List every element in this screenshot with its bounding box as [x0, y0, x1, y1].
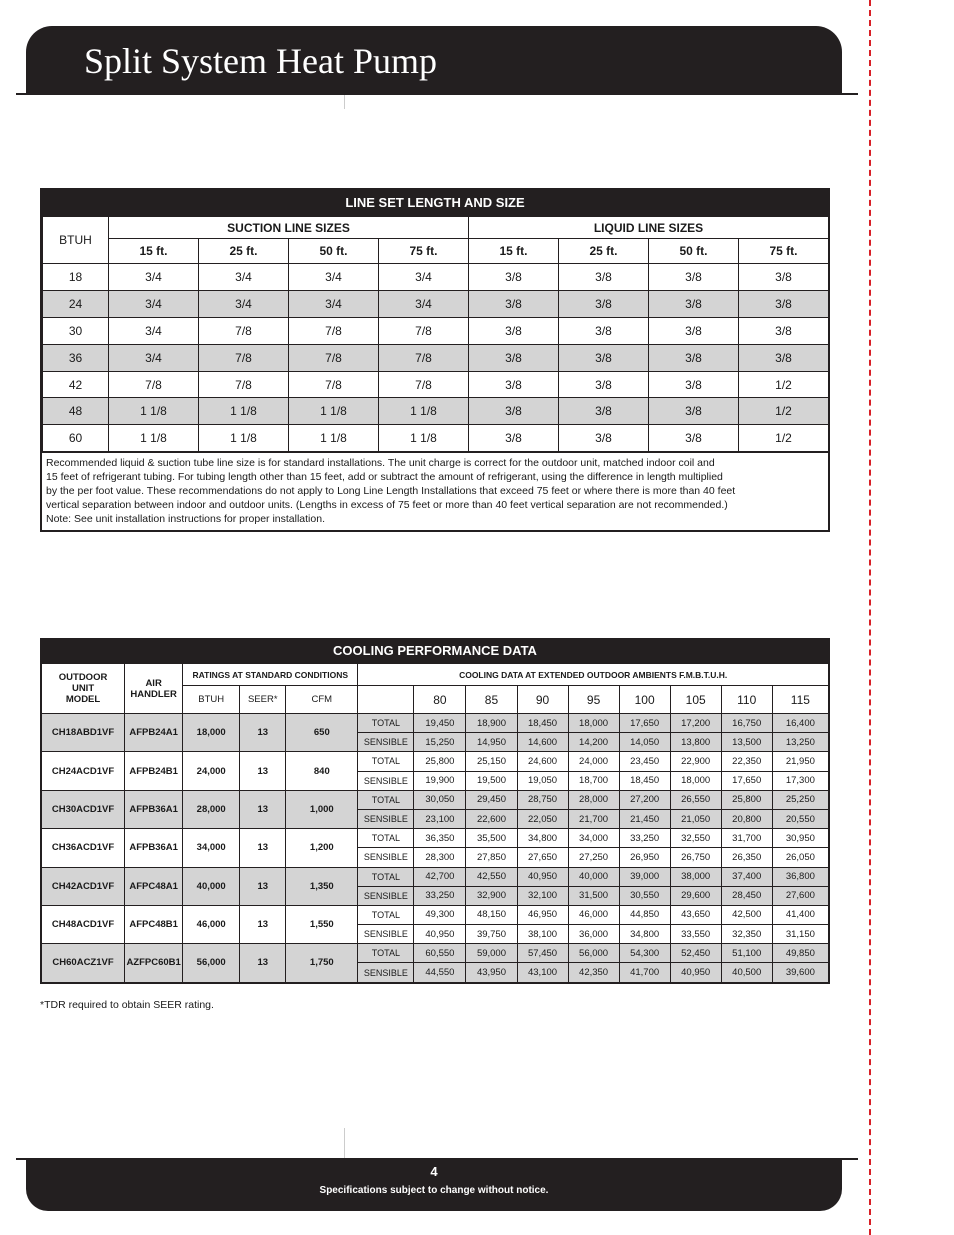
page-title: Split System Heat Pump — [84, 41, 438, 81]
sensible-cell: 27,250 — [568, 848, 619, 867]
btuh-cell: 24,000 — [183, 752, 240, 790]
size-cell: 3/8 — [739, 290, 829, 317]
sensible-cell: 18,450 — [619, 771, 670, 790]
length-header: 75 ft. — [739, 239, 829, 264]
size-cell: 7/8 — [199, 344, 289, 371]
table-row — [43, 264, 829, 291]
size-cell: 3/8 — [469, 344, 559, 371]
total-cell: 60,550 — [414, 944, 466, 963]
sensible-cell: 34,800 — [619, 925, 670, 944]
sensible-cell: 27,650 — [517, 848, 568, 867]
size-cell: 7/8 — [379, 344, 469, 371]
total-cell: 52,450 — [670, 944, 721, 963]
air-handler-cell: AFPB36A1 — [125, 829, 183, 867]
length-header: 25 ft. — [559, 239, 649, 264]
sensible-cell: 43,100 — [517, 963, 568, 982]
total-cell: 43,650 — [670, 905, 721, 924]
sensible-cell: 21,450 — [619, 809, 670, 828]
size-cell: 1 1/8 — [379, 398, 469, 425]
sensible-cell: 19,500 — [466, 771, 517, 790]
btuh-cell: 48 — [43, 398, 109, 425]
total-cell: 48,150 — [466, 905, 517, 924]
size-cell: 3/8 — [559, 398, 649, 425]
size-cell: 3/4 — [289, 290, 379, 317]
total-cell: 19,450 — [414, 714, 466, 733]
size-cell: 3/8 — [649, 398, 739, 425]
size-cell: 7/8 — [379, 371, 469, 398]
size-cell: 1 1/8 — [379, 425, 469, 452]
sensible-cell: 17,300 — [772, 771, 828, 790]
total-cell: 40,000 — [568, 867, 619, 886]
total-cell: 27,200 — [619, 790, 670, 809]
total-cell: 46,950 — [517, 905, 568, 924]
header-line: UNIT — [71, 683, 95, 694]
size-cell: 1 1/8 — [109, 398, 199, 425]
table-row — [42, 944, 829, 963]
size-cell: 7/8 — [289, 317, 379, 344]
total-cell: 28,750 — [517, 790, 568, 809]
table-row — [43, 425, 829, 452]
outdoor-unit-header — [42, 664, 125, 714]
sensible-cell: 29,600 — [670, 886, 721, 905]
total-cell: 17,650 — [619, 714, 670, 733]
cfm-cell: 840 — [286, 752, 358, 790]
size-cell: 3/4 — [199, 264, 289, 291]
size-cell: 1 1/8 — [109, 425, 199, 452]
sensible-cell: 27,850 — [466, 848, 517, 867]
temperature-header: 80 — [414, 686, 466, 714]
size-cell: 7/8 — [289, 371, 379, 398]
model-cell: CH42ACD1VF — [42, 867, 125, 905]
table-row — [42, 752, 829, 771]
sensible-cell: 27,600 — [772, 886, 828, 905]
total-cell: 18,450 — [517, 714, 568, 733]
size-cell: 3/8 — [739, 344, 829, 371]
btuh-cell: 30 — [43, 317, 109, 344]
total-cell: 49,300 — [414, 905, 466, 924]
line-set-table — [40, 188, 830, 532]
size-cell: 1 1/8 — [199, 398, 289, 425]
size-cell: 3/8 — [559, 371, 649, 398]
total-cell: 46,000 — [568, 905, 619, 924]
size-cell: 3/4 — [199, 290, 289, 317]
sensible-cell: 26,750 — [670, 848, 721, 867]
sensible-cell: 28,300 — [414, 848, 466, 867]
sensible-cell: 18,000 — [670, 771, 721, 790]
sensible-cell: 31,500 — [568, 886, 619, 905]
sensible-cell: 19,050 — [517, 771, 568, 790]
total-cell: 36,350 — [414, 829, 466, 848]
btuh-header: BTUH — [43, 217, 109, 264]
total-cell: 25,150 — [466, 752, 517, 771]
btuh-cell: 36 — [43, 344, 109, 371]
model-cell: CH30ACD1VF — [42, 790, 125, 828]
sensible-cell: 31,150 — [772, 925, 828, 944]
cfm-cell: 650 — [286, 714, 358, 752]
sensible-label: SENSIBLE — [358, 771, 414, 790]
sensible-cell: 39,600 — [772, 963, 828, 982]
trim-line — [869, 0, 871, 1235]
total-cell: 42,500 — [721, 905, 772, 924]
sensible-cell: 15,250 — [414, 733, 466, 752]
top-rule — [16, 93, 858, 95]
total-cell: 22,900 — [670, 752, 721, 771]
total-cell: 56,000 — [568, 944, 619, 963]
table-row — [43, 344, 829, 371]
sensible-cell: 40,950 — [414, 925, 466, 944]
total-label: TOTAL — [358, 905, 414, 924]
table-row — [42, 790, 829, 809]
table-row — [42, 829, 829, 848]
model-cell: CH24ACD1VF — [42, 752, 125, 790]
sensible-label: SENSIBLE — [358, 809, 414, 828]
seer-cell: 13 — [240, 752, 286, 790]
total-label: TOTAL — [358, 867, 414, 886]
air-handler-cell: AFPB24A1 — [125, 714, 183, 752]
model-cell: CH60ACZ1VF — [42, 944, 125, 982]
total-cell: 32,550 — [670, 829, 721, 848]
note-line: by the per foot value. These recommendations do not apply to Long Line Length Installations that exceed 75 feet or where there is more than 40 feet — [46, 485, 736, 498]
sensible-cell: 21,700 — [568, 809, 619, 828]
size-cell: 3/8 — [469, 371, 559, 398]
top-tick — [344, 95, 345, 109]
sensible-cell: 40,500 — [721, 963, 772, 982]
sensible-cell: 14,050 — [619, 733, 670, 752]
total-cell: 57,450 — [517, 944, 568, 963]
size-cell: 3/8 — [559, 290, 649, 317]
sensible-cell: 41,700 — [619, 963, 670, 982]
total-label: TOTAL — [358, 790, 414, 809]
table-row — [43, 398, 829, 425]
air-handler-cell: AFPB24B1 — [125, 752, 183, 790]
header-bar — [26, 26, 842, 94]
total-cell: 41,400 — [772, 905, 828, 924]
size-cell: 3/8 — [559, 425, 649, 452]
note-line: Note: See unit installation instructions for proper installation. — [46, 513, 325, 526]
sensible-cell: 33,250 — [414, 886, 466, 905]
seer-cell: 13 — [240, 944, 286, 982]
total-cell: 44,850 — [619, 905, 670, 924]
seer-subheader: SEER* — [240, 686, 286, 714]
total-cell: 23,450 — [619, 752, 670, 771]
size-cell: 7/8 — [199, 371, 289, 398]
bottom-tick — [344, 1128, 345, 1158]
total-cell: 25,250 — [772, 790, 828, 809]
length-header: 25 ft. — [199, 239, 289, 264]
line-set-title: LINE SET LENGTH AND SIZE — [42, 190, 828, 216]
sensible-cell: 42,350 — [568, 963, 619, 982]
length-header: 50 ft. — [649, 239, 739, 264]
footer-note: Specifications subject to change without notice. — [319, 1185, 549, 1196]
sensible-cell: 22,600 — [466, 809, 517, 828]
air-handler-cell: AZFPC60B1 — [125, 944, 183, 982]
total-label: TOTAL — [358, 752, 414, 771]
note-line: vertical separation between indoor and outdoor units. (Lengths in excess of 75 feet or more than 40 feet vertical separation are not recommended.) — [46, 499, 728, 512]
size-cell: 3/8 — [469, 264, 559, 291]
btuh-cell: 24 — [43, 290, 109, 317]
suction-header: SUCTION LINE SIZES — [109, 217, 469, 239]
seer-footnote: *TDR required to obtain SEER rating. — [40, 999, 214, 1011]
model-cell: CH48ACD1VF — [42, 905, 125, 943]
size-cell: 3/8 — [649, 290, 739, 317]
sensible-label: SENSIBLE — [358, 963, 414, 982]
total-cell: 59,000 — [466, 944, 517, 963]
size-cell: 3/8 — [559, 317, 649, 344]
table-row — [42, 714, 829, 733]
temperature-header: 100 — [619, 686, 670, 714]
sensible-cell: 33,550 — [670, 925, 721, 944]
sensible-label: SENSIBLE — [358, 733, 414, 752]
total-cell: 22,350 — [721, 752, 772, 771]
btuh-cell: 60 — [43, 425, 109, 452]
header-line: OUTDOOR — [58, 672, 108, 683]
seer-cell: 13 — [240, 867, 286, 905]
total-cell: 38,000 — [670, 867, 721, 886]
sensible-cell: 38,100 — [517, 925, 568, 944]
sensible-cell: 26,950 — [619, 848, 670, 867]
size-cell: 3/4 — [109, 264, 199, 291]
sensible-cell: 23,100 — [414, 809, 466, 828]
air-handler-cell: AFPC48B1 — [125, 905, 183, 943]
table-row — [43, 371, 829, 398]
total-cell: 42,700 — [414, 867, 466, 886]
model-cell: CH36ACD1VF — [42, 829, 125, 867]
total-label: TOTAL — [358, 829, 414, 848]
size-cell: 1 1/8 — [289, 425, 379, 452]
size-cell: 3/8 — [469, 425, 559, 452]
size-cell: 3/8 — [739, 317, 829, 344]
total-cell: 30,950 — [772, 829, 828, 848]
btuh-subheader: BTUH — [183, 686, 240, 714]
sensible-cell: 14,600 — [517, 733, 568, 752]
size-cell: 3/4 — [379, 264, 469, 291]
blank-subheader — [358, 686, 414, 714]
sensible-cell: 40,950 — [670, 963, 721, 982]
temperature-header: 90 — [517, 686, 568, 714]
sensible-cell: 21,050 — [670, 809, 721, 828]
temperature-header: 110 — [721, 686, 772, 714]
sensible-cell: 14,950 — [466, 733, 517, 752]
btuh-cell: 40,000 — [183, 867, 240, 905]
table-row — [43, 317, 829, 344]
total-cell: 26,550 — [670, 790, 721, 809]
total-cell: 42,550 — [466, 867, 517, 886]
sensible-cell: 13,500 — [721, 733, 772, 752]
size-cell: 3/8 — [739, 264, 829, 291]
total-cell: 39,000 — [619, 867, 670, 886]
header-line: AIR — [145, 677, 162, 689]
seer-cell: 13 — [240, 905, 286, 943]
total-cell: 35,500 — [466, 829, 517, 848]
page-number: 4 — [430, 1164, 438, 1179]
size-cell: 3/8 — [649, 344, 739, 371]
sensible-cell: 26,050 — [772, 848, 828, 867]
sensible-cell: 32,900 — [466, 886, 517, 905]
temperature-header: 115 — [772, 686, 828, 714]
sensible-cell: 44,550 — [414, 963, 466, 982]
size-cell: 3/8 — [559, 264, 649, 291]
size-cell: 3/8 — [469, 290, 559, 317]
size-cell: 3/4 — [379, 290, 469, 317]
ratings-header: RATINGS AT STANDARD CONDITIONS — [183, 664, 358, 686]
total-cell: 31,700 — [721, 829, 772, 848]
total-cell: 28,000 — [568, 790, 619, 809]
air-handler-cell: AFPC48A1 — [125, 867, 183, 905]
sensible-cell: 13,250 — [772, 733, 828, 752]
sensible-cell: 28,450 — [721, 886, 772, 905]
btuh-cell: 18 — [43, 264, 109, 291]
total-cell: 40,950 — [517, 867, 568, 886]
sensible-label: SENSIBLE — [358, 886, 414, 905]
seer-cell: 13 — [240, 829, 286, 867]
size-cell: 7/8 — [289, 344, 379, 371]
size-cell: 3/8 — [559, 344, 649, 371]
cfm-cell: 1,550 — [286, 905, 358, 943]
total-cell: 21,950 — [772, 752, 828, 771]
note-line: Recommended liquid & suction tube line size is for standard installations. The unit charge is correct for the outdoor unit, matched indoor coil and — [46, 457, 715, 470]
size-cell: 3/4 — [109, 290, 199, 317]
total-cell: 29,450 — [466, 790, 517, 809]
cfm-cell: 1,200 — [286, 829, 358, 867]
air-handler-header — [125, 664, 183, 714]
size-cell: 3/8 — [469, 317, 559, 344]
table-row — [43, 290, 829, 317]
size-cell: 1 1/8 — [199, 425, 289, 452]
header-line: MODEL — [65, 694, 101, 705]
sensible-label: SENSIBLE — [358, 925, 414, 944]
length-header: 75 ft. — [379, 239, 469, 264]
size-cell: 7/8 — [199, 317, 289, 344]
total-cell: 16,400 — [772, 714, 828, 733]
air-handler-cell: AFPB36A1 — [125, 790, 183, 828]
length-header: 50 ft. — [289, 239, 379, 264]
total-cell: 17,200 — [670, 714, 721, 733]
size-cell: 7/8 — [109, 371, 199, 398]
cfm-cell: 1,000 — [286, 790, 358, 828]
size-cell: 3/8 — [649, 317, 739, 344]
size-cell: 3/4 — [109, 317, 199, 344]
note-line: 15 feet of refrigerant tubing. For tubing length other than 15 feet, add or subtract the amount of refrigerant, using the difference in length multiplied — [46, 471, 723, 484]
temperature-header: 85 — [466, 686, 517, 714]
total-label: TOTAL — [358, 944, 414, 963]
size-cell: 1/2 — [739, 371, 829, 398]
sensible-cell: 20,800 — [721, 809, 772, 828]
total-cell: 34,000 — [568, 829, 619, 848]
btuh-cell: 34,000 — [183, 829, 240, 867]
total-cell: 37,400 — [721, 867, 772, 886]
total-cell: 49,850 — [772, 944, 828, 963]
total-cell: 33,250 — [619, 829, 670, 848]
total-cell: 18,000 — [568, 714, 619, 733]
cooling-title: COOLING PERFORMANCE DATA — [41, 639, 829, 663]
size-cell: 1/2 — [739, 425, 829, 452]
total-label: TOTAL — [358, 714, 414, 733]
total-cell: 24,600 — [517, 752, 568, 771]
size-cell: 1/2 — [739, 398, 829, 425]
line-set-note — [42, 452, 828, 530]
temperature-header: 105 — [670, 686, 721, 714]
total-cell: 30,050 — [414, 790, 466, 809]
size-cell: 1 1/8 — [289, 398, 379, 425]
sensible-cell: 22,050 — [517, 809, 568, 828]
total-cell: 34,800 — [517, 829, 568, 848]
size-cell: 7/8 — [379, 317, 469, 344]
sensible-cell: 30,550 — [619, 886, 670, 905]
seer-cell: 13 — [240, 714, 286, 752]
cfm-cell: 1,350 — [286, 867, 358, 905]
size-cell: 3/8 — [649, 425, 739, 452]
total-cell: 25,800 — [721, 790, 772, 809]
btuh-cell: 28,000 — [183, 790, 240, 828]
sensible-label: SENSIBLE — [358, 848, 414, 867]
size-cell: 3/8 — [649, 371, 739, 398]
total-cell: 16,750 — [721, 714, 772, 733]
btuh-cell: 18,000 — [183, 714, 240, 752]
liquid-header: LIQUID LINE SIZES — [469, 217, 829, 239]
sensible-cell: 43,950 — [466, 963, 517, 982]
btuh-cell: 46,000 — [183, 905, 240, 943]
sensible-cell: 17,650 — [721, 771, 772, 790]
footer-bar — [26, 1160, 842, 1211]
total-cell: 36,800 — [772, 867, 828, 886]
total-cell: 25,800 — [414, 752, 466, 771]
table-row — [42, 867, 829, 886]
btuh-cell: 42 — [43, 371, 109, 398]
model-cell: CH18ABD1VF — [42, 714, 125, 752]
seer-cell: 13 — [240, 790, 286, 828]
table-row — [42, 905, 829, 924]
extended-header: COOLING DATA AT EXTENDED OUTDOOR AMBIENTS F.M.B.T.U.H. — [358, 664, 829, 686]
length-header: 15 ft. — [469, 239, 559, 264]
length-header: 15 ft. — [109, 239, 199, 264]
cfm-subheader: CFM — [286, 686, 358, 714]
total-cell: 54,300 — [619, 944, 670, 963]
size-cell: 3/8 — [469, 398, 559, 425]
cooling-performance-table — [40, 638, 830, 984]
sensible-cell: 32,100 — [517, 886, 568, 905]
size-cell: 3/4 — [109, 344, 199, 371]
sensible-cell: 39,750 — [466, 925, 517, 944]
sensible-cell: 13,800 — [670, 733, 721, 752]
total-cell: 51,100 — [721, 944, 772, 963]
sensible-cell: 18,700 — [568, 771, 619, 790]
temperature-header: 95 — [568, 686, 619, 714]
sensible-cell: 20,550 — [772, 809, 828, 828]
total-cell: 18,900 — [466, 714, 517, 733]
sensible-cell: 14,200 — [568, 733, 619, 752]
sensible-cell: 26,350 — [721, 848, 772, 867]
sensible-cell: 32,350 — [721, 925, 772, 944]
btuh-cell: 56,000 — [183, 944, 240, 982]
sensible-cell: 19,900 — [414, 771, 466, 790]
sensible-cell: 36,000 — [568, 925, 619, 944]
cfm-cell: 1,750 — [286, 944, 358, 982]
total-cell: 24,000 — [568, 752, 619, 771]
size-cell: 3/4 — [289, 264, 379, 291]
header-line: HANDLER — [130, 688, 177, 700]
size-cell: 3/8 — [649, 264, 739, 291]
